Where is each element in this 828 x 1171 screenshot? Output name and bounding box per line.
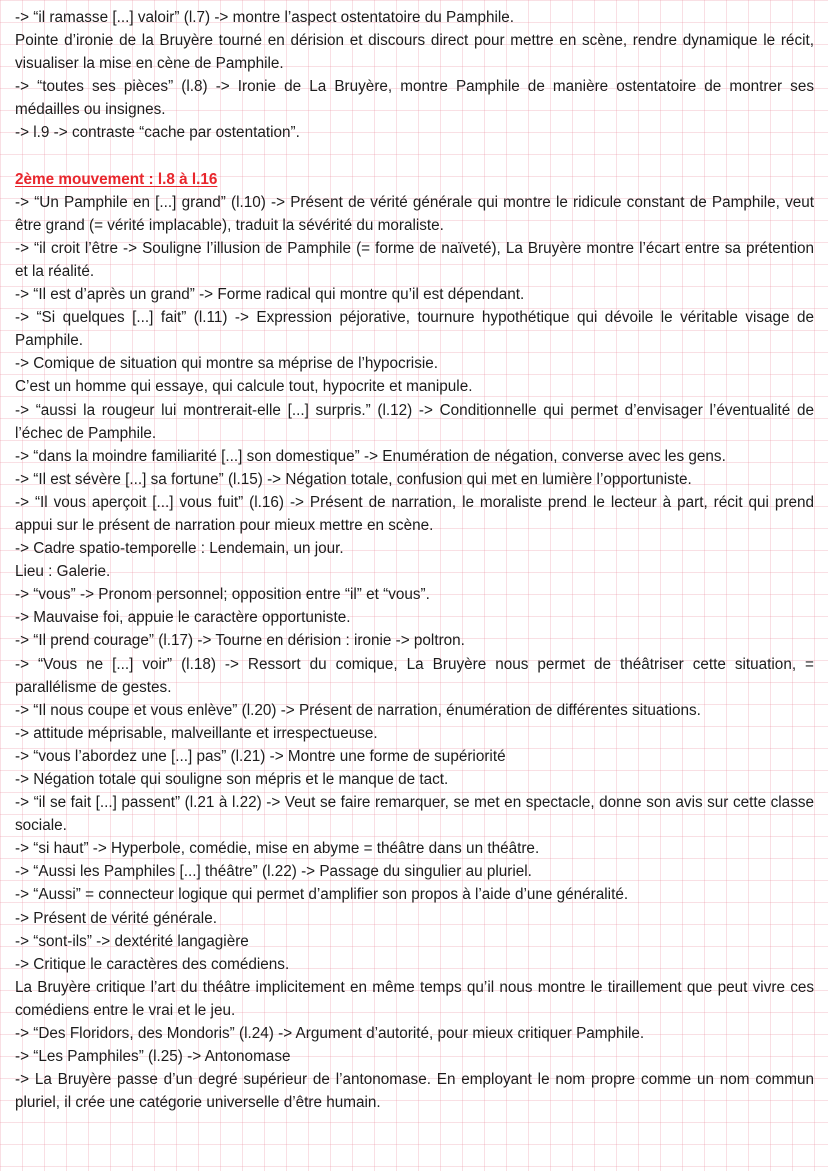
note-line: -> “Aussi” = connecteur logique qui permet d’amplifier son propos à l’aide d’une généralité. <box>15 886 629 904</box>
intro-line: -> “toutes ses pièces” (l.8) -> Ironie de La Bruyère, montre Pamphile de manière ostentatoire de montrer ses médailles ou insignes. <box>15 78 814 119</box>
intro-line: -> l.9 -> contraste “cache par ostentation”. <box>15 124 300 142</box>
section-body <box>15 191 814 1115</box>
note-line: -> “il se fait [...] passent” (l.21 à l.22) -> Veut se faire remarquer, se met en spectacle, donne son avis sur cette classe sociale. <box>15 794 814 835</box>
notes-page <box>15 6 814 1114</box>
note-line: La Bruyère critique l’art du théâtre implicitement en même temps qu’il nous montre le tiraillement que peut vivre ces comédiens entre le vrai et le jeu. <box>15 978 814 1019</box>
note-line: -> “il croit l’être -> Souligne l’illusion de Pamphile (= forme de naïveté), La Bruyère montre l’écart entre sa prétention et la réalité. <box>15 239 814 280</box>
note-line: -> attitude méprisable, malveillante et irrespectueuse. <box>15 724 378 742</box>
note-line: -> “Il prend courage” (l.17) -> Tourne en dérision : ironie -> poltron. <box>15 632 465 650</box>
note-line: C’est un homme qui essaye, qui calcule tout, hypocrite et manipule. <box>15 378 473 396</box>
note-line: -> Négation totale qui souligne son mépris et le manque de tact. <box>15 771 449 788</box>
note-line: -> “Des Floridors, des Mondoris” (l.24) -> Argument d’autorité, pour mieux critiquer Pamphile. <box>15 1025 645 1043</box>
note-line: -> “Il est sévère [...] sa fortune” (l.15) -> Négation totale, confusion qui met en lumière l’opportuniste. <box>15 470 692 488</box>
note-line: -> Comique de situation qui montre sa méprise de l’hypocrisie. <box>15 355 438 373</box>
section-spacer <box>15 145 814 168</box>
note-line: -> “Si quelques [...] fait” (l.11) -> Expression péjorative, tournure hypothétique qui dévoile le véritable visage de Pamphile. <box>15 309 814 350</box>
intro-line: Pointe d’ironie de la Bruyère tourné en dérision et discours direct pour mettre en scène, rendre dynamique le récit, visualiser la mise en cène de Pamphile. <box>15 32 814 73</box>
note-line: -> “Il est d’après un grand” -> Forme radical qui montre qu’il est dépendant. <box>15 286 525 304</box>
note-line: -> Présent de vérité générale. <box>15 909 217 927</box>
note-line: -> “Il vous aperçoit [...] vous fuit” (l.16) -> Présent de narration, le moraliste prend le lecteur à part, récit qui prend appui sur le présent de narration pour mieux mettre en scène. <box>15 493 814 534</box>
note-line: -> “aussi la rougeur lui montrerait-elle [...] surpris.” (l.12) -> Conditionnelle qui permet d’envisager l’éventualité de l’échec de Pamphile. <box>15 401 814 442</box>
note-line: -> “vous l’abordez une [...] pas” (l.21) -> Montre une forme de supériorité <box>15 747 506 765</box>
note-line: -> La Bruyère passe d’un degré supérieur de l’antonomase. En employant le nom propre comme un nom commun pluriel, il crée une catégorie universelle d’être humain. <box>15 1071 814 1112</box>
note-line: -> “si haut” -> Hyperbole, comédie, mise en abyme = théâtre dans un théâtre. <box>15 840 540 858</box>
intro-block <box>15 6 814 145</box>
note-line: -> “dans la moindre familiarité [...] son domestique” -> Enumération de négation, converse avec les gens. <box>15 447 726 465</box>
note-line: -> “Un Pamphile en [...] grand” (l.10) -> Présent de vérité générale qui montre le ridicule constant de Pamphile, veut être grand (= vérité implacable), traduit la sévérité du moraliste. <box>15 193 814 234</box>
note-line: -> “sont-ils” -> dextérité langagière <box>15 932 249 950</box>
note-line: -> Mauvaise foi, appuie le caractère opportuniste. <box>15 609 351 627</box>
section-heading: 2ème mouvement : l.8 à l.16 <box>15 170 218 188</box>
note-line: -> Critique le caractères des comédiens. <box>15 955 290 973</box>
note-line: -> “vous” -> Pronom personnel; opposition entre “il” et “vous”. <box>15 586 430 604</box>
intro-line: -> “il ramasse [...] valoir” (l.7) -> montre l’aspect ostentatoire du Pamphile. <box>15 9 515 26</box>
note-line: -> Cadre spatio-temporelle : Lendemain, un jour. <box>15 540 344 558</box>
note-line: -> “Vous ne [...] voir” (l.18) -> Ressort du comique, La Bruyère nous permet de théâtriser cette situation, = parallélisme de gestes. <box>15 655 814 696</box>
note-line: Lieu : Galerie. <box>15 563 111 581</box>
note-line: -> “Aussi les Pamphiles [...] théâtre” (l.22) -> Passage du singulier au pluriel. <box>15 863 532 881</box>
note-line: -> “Les Pamphiles” (l.25) -> Antonomase <box>15 1048 291 1066</box>
note-line: -> “Il nous coupe et vous enlève” (l.20) -> Présent de narration, énumération de différentes situations. <box>15 701 701 719</box>
